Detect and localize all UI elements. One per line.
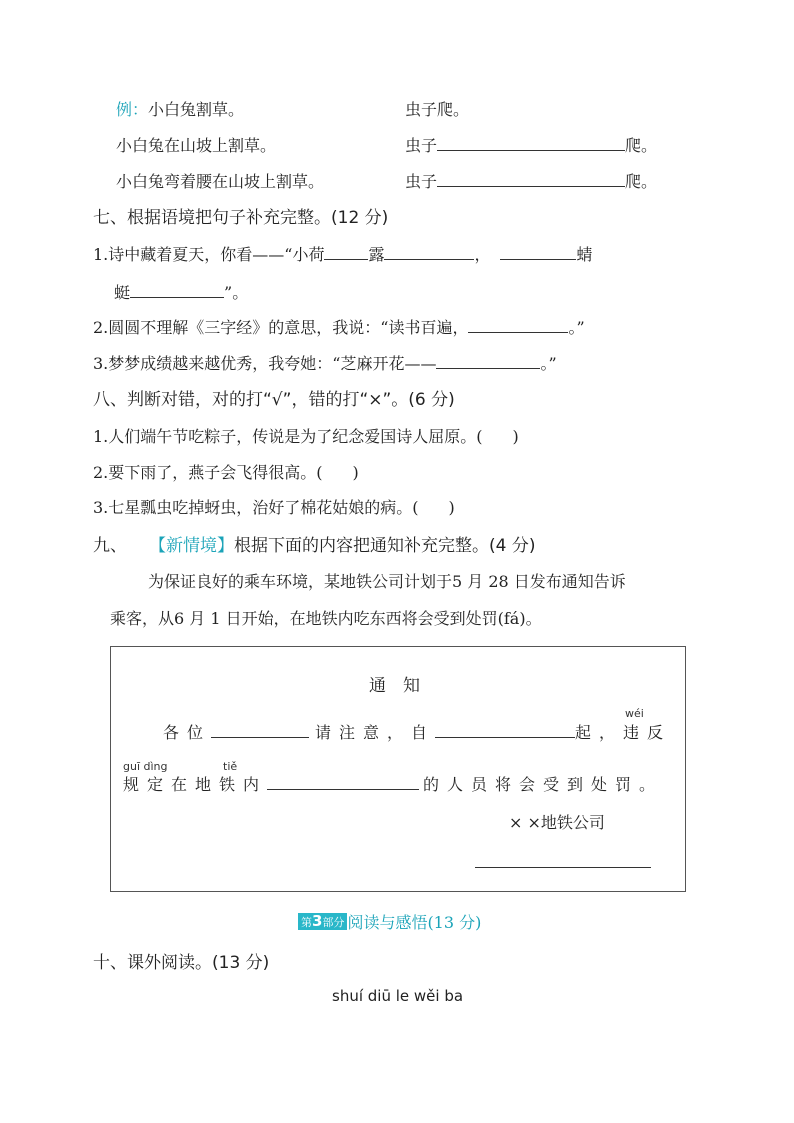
text: 3.梦梦成绩越来越优秀，我夸她：“芝麻开花——	[93, 354, 437, 373]
text: 部分	[322, 916, 345, 929]
s7-question-1	[93, 245, 593, 265]
text: 规定在地铁内	[123, 775, 268, 794]
answer-blank[interactable]	[468, 318, 568, 333]
text: )	[512, 427, 519, 446]
text: 虫子	[405, 136, 438, 155]
text: 虫子	[405, 172, 438, 191]
answer-blank[interactable]	[436, 354, 540, 369]
answer-blank[interactable]	[324, 245, 368, 260]
text: 起，违反	[575, 723, 672, 742]
s9-paragraph-1: 为保证良好的乘车环境，某地铁公司计划于5 月 28 日发布通知告诉	[148, 572, 626, 591]
part-title: 阅读与感悟(13 分)	[347, 913, 482, 932]
text: 爬。	[625, 172, 658, 191]
answer-blank[interactable]	[130, 283, 224, 298]
example-left-3: 小白兔弯着腰在山坡上割草。	[116, 172, 325, 191]
answer-blank[interactable]	[267, 775, 419, 790]
text: 的人员将会受到处罚。	[423, 775, 664, 794]
story-title-pinyin: shuí diū le wěi ba	[332, 987, 464, 1005]
text: 请注意，自	[315, 723, 436, 742]
text: 九、	[93, 536, 127, 556]
text: 3.七星瓢虫吃掉蚜虫，治好了棉花姑娘的病。(	[93, 498, 419, 517]
text: 蜓	[114, 283, 131, 302]
notice-title: 通 知	[369, 676, 420, 696]
example-right-2	[405, 136, 657, 156]
notice-line-2	[123, 775, 663, 795]
text: 根据下面的内容把通知补充完整。(4 分)	[234, 536, 536, 556]
scenario-tag: 【新情境】	[149, 536, 234, 556]
answer-blank[interactable]	[211, 723, 309, 738]
answer-blank[interactable]	[435, 723, 575, 738]
s8-question-2	[93, 463, 359, 483]
section-9-heading	[93, 535, 535, 557]
date-blank[interactable]	[475, 867, 651, 868]
text: 3	[312, 912, 323, 930]
text: 爬。	[625, 136, 658, 155]
text: 第	[301, 916, 312, 929]
section-8-heading: 八、判断对错，对的打“√”，错的打“×”。(6 分)	[93, 390, 455, 410]
example-label: 例：	[116, 100, 149, 119]
pinyin-guiding: guī dìng	[123, 760, 168, 773]
text: 露	[368, 245, 385, 264]
answer-blank[interactable]	[437, 136, 625, 151]
text: 2.圆圆不理解《三字经》的意思，我说：“读书百遍，	[93, 318, 469, 337]
example-left-2: 小白兔在山坡上割草。	[116, 136, 277, 155]
section-7-heading: 七、根据语境把句子补充完整。(12 分)	[93, 208, 389, 228]
text: 。”	[568, 318, 585, 337]
answer-blank[interactable]	[500, 245, 576, 260]
answer-blank[interactable]	[437, 172, 625, 187]
text: )	[448, 498, 455, 517]
notice-box	[110, 646, 686, 892]
s7-question-3	[93, 354, 557, 374]
text: 各位	[163, 723, 212, 742]
part-tag	[298, 913, 347, 930]
notice-line-1	[163, 723, 671, 743]
text: 蜻	[576, 245, 593, 264]
example-left-1: 小白兔割草。	[148, 100, 245, 119]
answer-blank[interactable]	[384, 245, 474, 260]
example-right-1: 虫子爬。	[405, 100, 470, 119]
part-3-banner	[298, 910, 481, 933]
example-row-1	[116, 100, 244, 120]
pinyin-wei: wéi	[625, 707, 644, 720]
s7-question-1-cont	[114, 283, 248, 303]
notice-signature: × ×地铁公司	[509, 813, 605, 832]
s7-question-2	[93, 318, 585, 338]
pinyin-tie: tiě	[223, 760, 238, 773]
text: ，	[474, 245, 491, 264]
s9-paragraph-2: 乘客，从6 月 1 日开始，在地铁内吃东西将会受到处罚(fá)。	[110, 609, 542, 628]
text: )	[352, 463, 359, 482]
text: 2.要下雨了，燕子会飞得很高。(	[93, 463, 323, 482]
text: 。”	[540, 354, 557, 373]
section-10-heading: 十、课外阅读。(13 分)	[93, 953, 270, 973]
example-right-3	[405, 172, 657, 192]
text: 1.人们端午节吃粽子，传说是为了纪念爱国诗人屈原。(	[93, 427, 483, 446]
s8-question-1	[93, 427, 519, 447]
text: ”。	[224, 283, 249, 302]
s8-question-3	[93, 498, 455, 518]
text: 1.诗中藏着夏天，你看——“小荷	[93, 245, 325, 264]
